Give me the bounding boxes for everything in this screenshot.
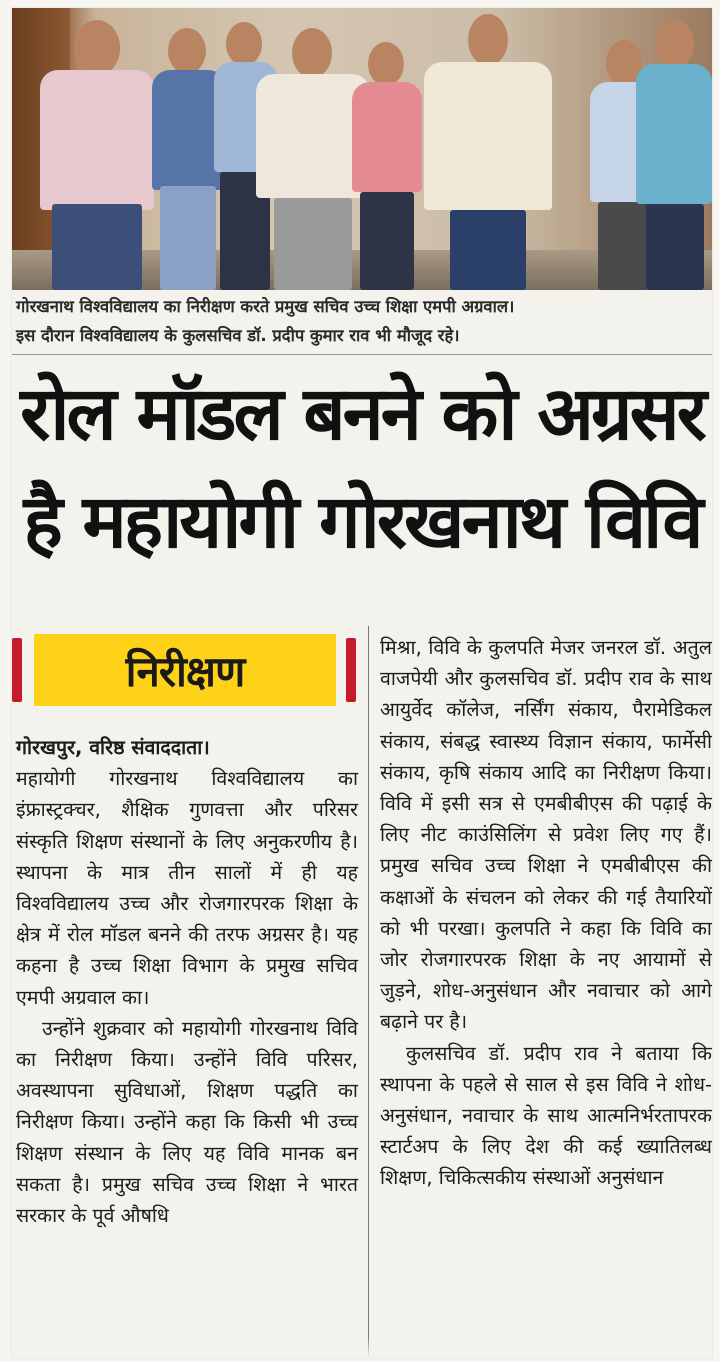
photo-person-1 bbox=[32, 20, 162, 290]
section-badge bbox=[12, 634, 356, 706]
badge-bar-left bbox=[12, 638, 22, 702]
article-column-left bbox=[16, 732, 358, 1231]
badge-bar-right bbox=[346, 638, 356, 702]
bottom-edge bbox=[12, 1336, 712, 1358]
article-paragraph: कुलसचिव डॉ. प्रदीप राव ने बताया कि स्थापना के पहले से साल से इस विवि ने शोध-अनुसंधान, नवाचार के साथ आत्मनिर्भरतापरक स्टार्टअप के लिए देश की कई ख्यातिलब्ध शिक्षण, चिकित्सकीय संस्थाओं अनुसंधान bbox=[380, 1041, 712, 1190]
photo-person-6 bbox=[416, 14, 560, 290]
headline-line-1: रोल मॉडल बनने को अग्रसर bbox=[20, 371, 704, 457]
photo-person-8 bbox=[632, 20, 712, 290]
badge-box bbox=[34, 634, 336, 706]
news-photo bbox=[12, 8, 712, 290]
caption-line-1: गोरखनाथ विश्वविद्यालय का निरीक्षण करते प्रमुख सचिव उच्च शिक्षा एमपी अग्रवाल। bbox=[16, 297, 515, 316]
column-divider bbox=[368, 626, 369, 1358]
article-dateline: गोरखपुर, वरिष्ठ संवाददाता। bbox=[16, 736, 210, 759]
newspaper-clipping bbox=[12, 8, 712, 1358]
photo-caption bbox=[12, 292, 712, 355]
article-paragraph: महायोगी गोरखनाथ विश्वविद्यालय का इंफ्रास्ट्रक्चर, शैक्षिक गुणवत्ता और परिसर संस्कृति शिक्षण संस्थानों के लिए अनुकरणीय है। स्थापना के मात्र तीन सालों में ही यह विश्वविद्यालय उच्च और रोजगारपरक शिक्षा के क्षेत्र में रोल मॉडल बनने की तरफ अग्रसर है। यह कहना है उच्च शिक्षा विभाग के प्रमुख सचिव एमपी अग्रवाल का। bbox=[16, 767, 358, 1009]
photo-person-5 bbox=[348, 42, 426, 290]
article-paragraph: मिश्रा, विवि के कुलपति मेजर जनरल डॉ. अतुल वाजपेयी और कुलसचिव डॉ. प्रदीप राव के साथ आयुर्वेद कॉलेज, नर्सिंग संकाय, पैरामेडिकल संकाय, संबद्ध स्वास्थ्य विज्ञान संकाय, फार्मेसी संकाय, कृषि संकाय आदि का निरीक्षण किया। विवि में इसी सत्र से एमबीबीएस की पढ़ाई के लिए नीट काउंसिलिंग से प्रवेश लिए गए हैं। प्रमुख सचिव उच्च शिक्षा ने एमबीबीएस की कक्षाओं के संचलन को लेकर की गई तैयारियों को भी परखा। कुलपति ने कहा कि विवि का जोर रोजगारपरक शिक्षा के नए आयामों से जुड़ने, शोध-अनुसंधान और नवाचार को आगे बढ़ाने पर है। bbox=[380, 636, 712, 1034]
article-column-right bbox=[380, 632, 712, 1194]
caption-line-2: इस दौरान विश्वविद्यालय के कुलसचिव डॉ. प्रदीप कुमार राव भी मौजूद रहे। bbox=[16, 326, 460, 345]
headline bbox=[12, 360, 712, 576]
badge-label: निरीक्षण bbox=[125, 646, 245, 696]
headline-line-2: है महायोगी गोरखनाथ विवि bbox=[23, 479, 701, 565]
article-paragraph: उन्होंने शुक्रवार को महायोगी गोरखनाथ विवि का निरीक्षण किया। उन्होंने विवि परिसर, अवस्थापना सुविधाओं, शिक्षण पद्धति का निरीक्षण किया। उन्होंने कहा कि किसी भी उच्च शिक्षण संस्थान के लिए यह विवि मानक बन सकता है। प्रमुख सचिव उच्च शिक्षा ने भारत सरकार के पूर्व औषधि bbox=[16, 1016, 358, 1228]
